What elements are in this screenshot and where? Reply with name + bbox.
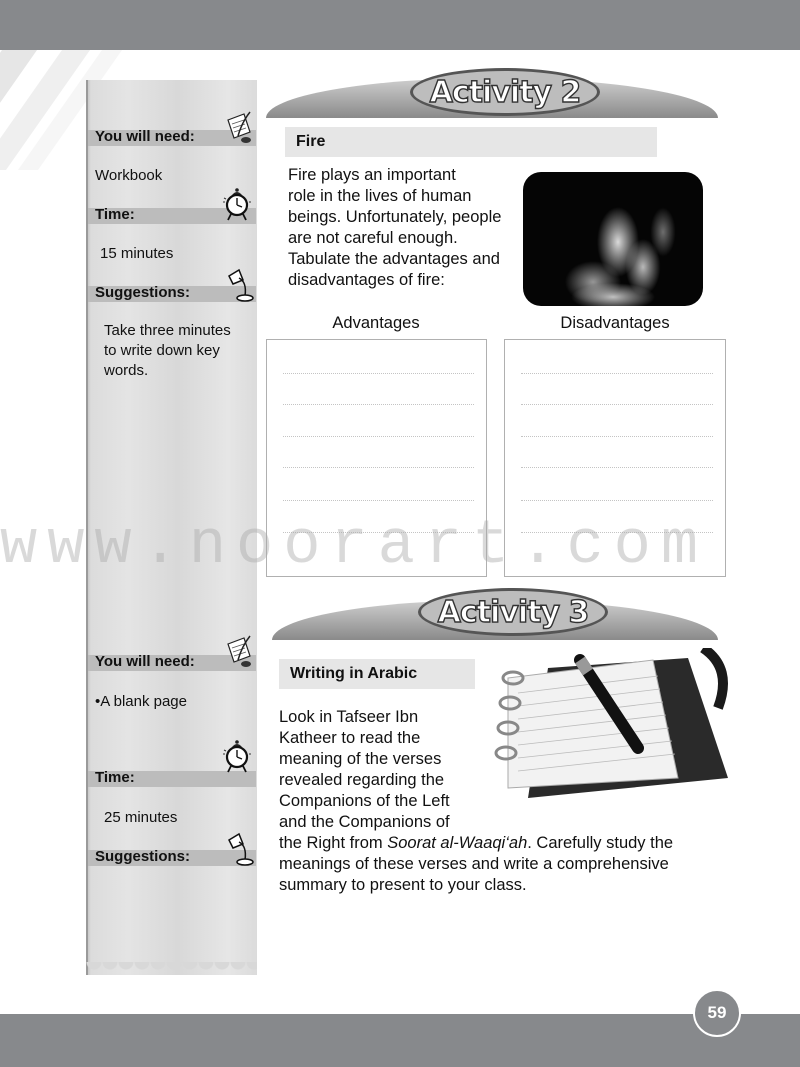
watermark: www.noorart.com [0, 510, 709, 581]
section-title-fire: Fire [285, 127, 657, 157]
writing-line [283, 404, 474, 405]
fire-instructions: Fire plays an important role in the lives of human beings. Unfortunately, people are not careful enough. Tabulate the advantages and disadvantages of fire: [288, 166, 502, 289]
header-band [0, 0, 800, 50]
writing-line [521, 467, 713, 468]
writing-line [283, 436, 474, 437]
sidebar-need-value: •A blank page [95, 693, 187, 710]
writing-line [283, 467, 474, 468]
sidebar-need-value: Workbook [95, 167, 163, 184]
sidebar-suggestions-value: Take three minutes to write down key words. [104, 322, 231, 379]
page-number-badge: 59 [693, 989, 741, 1037]
writing-line [521, 532, 713, 533]
surah-name: Soorat al-Waaqi‘ah [387, 834, 528, 852]
sidebar-time-value: 25 minutes [104, 809, 178, 826]
sidebar-suggestions-header: Suggestions: [88, 286, 256, 302]
column-label-disadvantages: Disadvantages [560, 314, 670, 332]
writing-line [283, 500, 474, 501]
sidebar-time-header: Time: [88, 208, 256, 224]
line-with-italic: the Right from Soorat al-Waaqi‘ah. Carefully study the [279, 834, 674, 852]
writing-line [521, 436, 713, 437]
section-title-writing-in-arabic: Writing in Arabic [279, 659, 475, 689]
sidebar-torn-edge [86, 962, 257, 980]
desk-lamp-icon [225, 832, 255, 866]
writing-line [521, 404, 713, 405]
writing-line [283, 373, 474, 374]
fire-photo [523, 172, 703, 306]
alarm-clock-icon [222, 187, 252, 221]
alarm-clock-icon [222, 739, 252, 773]
disadvantages-answer-box[interactable] [504, 339, 726, 577]
sidebar-suggestions-header: Suggestions: [88, 850, 256, 866]
writing-line [521, 373, 713, 374]
quill-paper-icon [224, 634, 254, 668]
activity-3-badge: Activity 3 [418, 588, 608, 636]
advantages-answer-box[interactable] [266, 339, 487, 577]
column-label-advantages: Advantages [332, 314, 420, 332]
sidebar-need-header: You will need: [88, 655, 256, 671]
quill-paper-icon [224, 110, 254, 144]
sidebar-need-header: You will need: [88, 130, 256, 146]
sidebar-time-value: 15 minutes [100, 245, 174, 262]
sidebar-time-header: Time: [88, 771, 256, 787]
writing-line [283, 532, 474, 533]
writing-line [521, 500, 713, 501]
footer-band [0, 1014, 800, 1067]
writing-instructions: Look in Tafseer Ibn Katheer to read the meaning of the verses revealed regarding the Companions of the Left and the Companions of the Right from Soorat al-Waaqi‘ah. Carefully study the meanings of these verses and write a comprehensive summary to present to your class. [279, 707, 699, 896]
activity-2-badge: Activity 2 [410, 68, 600, 116]
desk-lamp-icon [225, 268, 255, 302]
